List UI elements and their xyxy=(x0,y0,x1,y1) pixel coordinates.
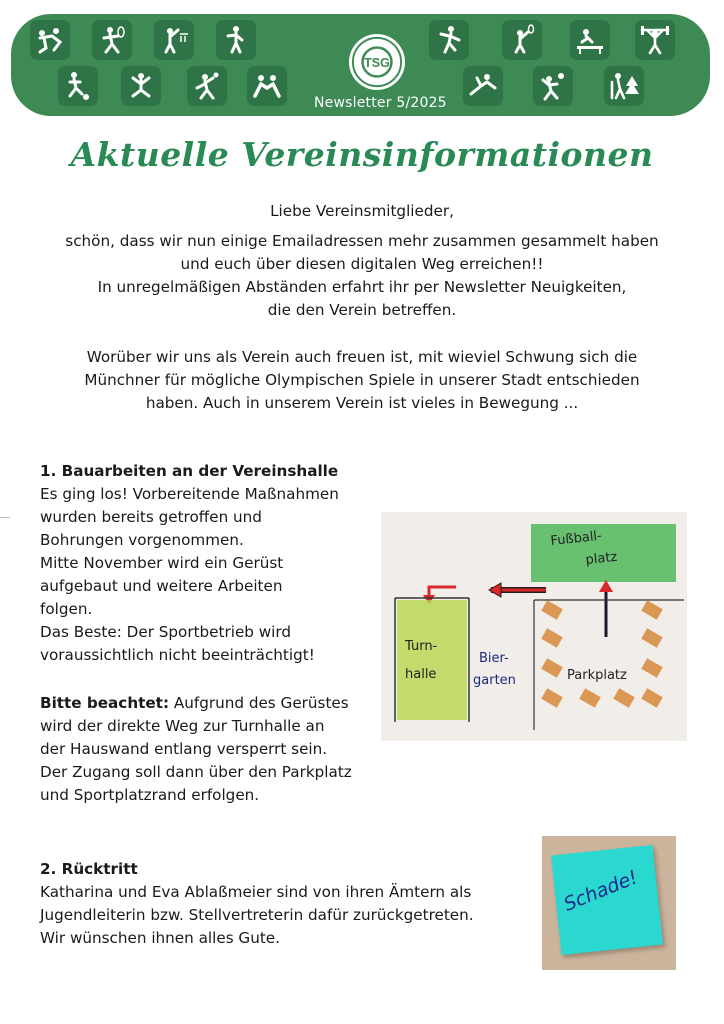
table-tennis-icon xyxy=(570,20,610,60)
intro-line: Worüber wir uns als Verein auch freuen ist, mit wieviel Schwung sich die xyxy=(86,348,638,366)
site-map-drawing xyxy=(381,512,687,741)
map-label-halle: halle xyxy=(405,667,437,682)
sticky-note-photo xyxy=(542,836,676,970)
judo-icon xyxy=(30,20,70,60)
section-1-line: Mitte November wird ein Gerüst xyxy=(40,554,284,572)
section-1-note-line: wird der direkte Weg zur Turnhalle an xyxy=(40,717,325,735)
section-1-note-line: Der Zugang soll dann über den Parkplatz xyxy=(40,763,352,781)
club-logo xyxy=(349,34,405,90)
map-label-bier: Bier- xyxy=(479,651,509,666)
map-label-parkplatz: Parkplatz xyxy=(567,668,627,683)
map-label-garten: garten xyxy=(473,673,516,688)
page-edge-mark xyxy=(0,517,10,518)
section-2-line: Katharina und Eva Ablaßmeier sind von ihren Ämtern als xyxy=(40,883,472,901)
section-1-note xyxy=(40,692,349,715)
intro-line: die den Verein betreffen. xyxy=(267,301,457,319)
section-1-note-line: und Sportplatzrand erfolgen. xyxy=(40,786,260,804)
section-1-note-line: der Hauswand entlang versperrt sein. xyxy=(40,740,328,758)
wrestling-icon xyxy=(247,66,287,106)
section-2-line: Wir wünschen ihnen alles Gute. xyxy=(40,929,280,947)
intro-line: In unregelmäßigen Abständen erfahrt ihr per Newsletter Neuigkeiten, xyxy=(97,278,627,296)
section-1-line: Es ging los! Vorbereitende Maßnahmen xyxy=(40,485,339,503)
volleyball-icon xyxy=(533,66,573,106)
map-label-platz: platz xyxy=(584,549,619,568)
section-1-line: Das Beste: Der Sportbetrieb wird xyxy=(40,623,292,641)
newsletter-label: Newsletter 5/2025 xyxy=(314,95,447,111)
section-1-line: aufgebaut und weitere Arbeiten xyxy=(40,577,283,595)
badminton-icon xyxy=(502,20,542,60)
tennis-icon xyxy=(92,20,132,60)
section-1-line: wurden bereits getroffen und xyxy=(40,508,262,526)
handball-icon xyxy=(187,66,227,106)
header-banner xyxy=(11,14,710,116)
weightlifting-icon xyxy=(635,20,675,60)
logo-text: TSG xyxy=(364,55,390,70)
section-1-heading: 1. Bauarbeiten an der Vereinshalle xyxy=(40,462,339,480)
section-1-line: folgen. xyxy=(40,600,93,618)
map-label-fussball: Fußball- xyxy=(549,528,603,549)
map-label-turn: Turn- xyxy=(405,639,438,654)
sticky-note-text: Schade! xyxy=(560,866,641,916)
section-2-line: Jugendleiterin bzw. Stellvertreterin dafür zurückgetreten. xyxy=(40,906,474,924)
intro-greeting: Liebe Vereinsmitglieder, xyxy=(270,202,454,220)
note-first: Aufgrund des Gerüstes xyxy=(169,694,349,712)
section-2-heading: 2. Rücktritt xyxy=(40,860,138,878)
karate-icon xyxy=(429,20,469,60)
football-icon xyxy=(58,66,98,106)
section-1-line: Bohrungen vorgenommen. xyxy=(40,531,244,549)
intro-line: Münchner für mögliche Olympischen Spiele in unserer Stadt entschieden xyxy=(84,371,640,389)
basketball-icon xyxy=(154,20,194,60)
intro-line: haben. Auch in unserem Verein ist vieles in Bewegung ... xyxy=(145,394,579,412)
intro-line: und euch über diesen digitalen Weg erreichen!! xyxy=(180,255,544,273)
hiking-icon xyxy=(604,66,644,106)
section-1-line: voraussichtlich nicht beeinträchtigt! xyxy=(40,646,315,664)
yoga-icon xyxy=(121,66,161,106)
intro-line: schön, dass wir nun einige Emailadressen mehr zusammen gesammelt haben xyxy=(65,232,659,250)
note-bold: Bitte beachtet: xyxy=(40,694,170,712)
aerobics-icon xyxy=(216,20,256,60)
page-title: Aktuelle Vereinsinformationen xyxy=(70,135,654,174)
